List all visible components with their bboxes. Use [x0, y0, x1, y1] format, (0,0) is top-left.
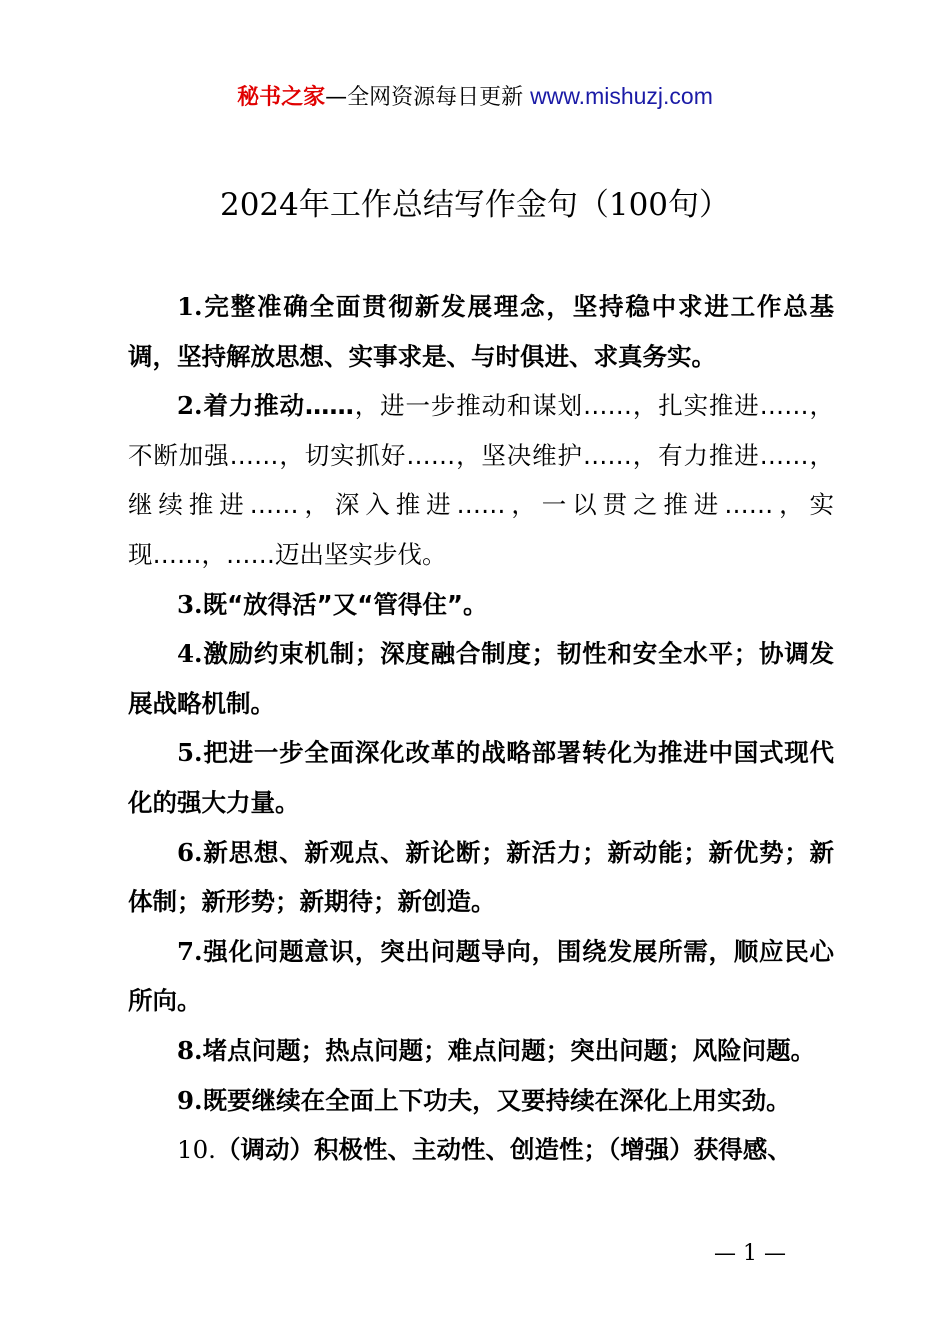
list-item: [128, 1026, 834, 1076]
site-url-link[interactable]: www.mishuzj.com: [530, 83, 713, 109]
list-item: [128, 927, 834, 1026]
item-text: 既“放得活”又“管得住”。: [202, 589, 488, 619]
list-item: [128, 1125, 834, 1175]
item-number: 8.: [177, 1035, 203, 1065]
item-text: 把进一步全面深化改革的战略部署转化为推进中国式现代化的强大力量。: [128, 738, 834, 817]
list-item: [128, 1076, 834, 1126]
item-lead: 着力推动……: [202, 391, 354, 421]
item-number: 3.: [177, 589, 203, 619]
document-body: [128, 282, 834, 1175]
item-number: 2.: [177, 391, 203, 421]
item-text: ，进一步推动和谋划……，扎实推进……，不断加强……，切实抓好……，坚决维护……，有力推进……，继续推进……，深入推进……，一以贯之推进……，实现……，……迈出坚实步伐。: [128, 391, 835, 569]
item-number: 10.: [177, 1135, 216, 1165]
page-number: — 1 —: [714, 1241, 786, 1266]
item-number: 9.: [177, 1085, 203, 1115]
site-header: [0, 80, 950, 114]
document-title: 2024年工作总结写作金句（100句）: [219, 187, 731, 223]
list-item: [128, 828, 834, 927]
item-text: （调动）积极性、主动性、创造性；（增强）获得感、: [215, 1135, 792, 1165]
item-number: 6.: [177, 837, 203, 867]
item-number: 4.: [177, 639, 203, 669]
item-text: 堵点问题；热点问题；难点问题；突出问题；风险问题。: [202, 1035, 816, 1065]
item-number: 1.: [177, 292, 203, 321]
item-text: 激励约束机制；深度融合制度；韧性和安全水平；协调发展战略机制。: [128, 639, 834, 718]
list-item: [128, 580, 834, 630]
item-number: 7.: [177, 936, 203, 966]
item-text: 完整准确全面贯彻新发展理念，坚持稳中求进工作总基调，坚持解放思想、实事求是、与时俱进、求真务实。: [128, 292, 834, 371]
item-text: 既要继续在全面上下功夫，又要持续在深化上用实劲。: [202, 1085, 791, 1115]
list-item: [128, 381, 834, 579]
header-tagline: —全网资源每日更新: [325, 85, 524, 110]
list-item: [128, 282, 834, 381]
list-item: [128, 728, 834, 827]
item-text: 新思想、新观点、新论断；新活力；新动能；新优势；新体制；新形势；新期待；新创造。: [128, 837, 834, 917]
brand-name: 秘书之家: [237, 85, 326, 110]
item-number: 5.: [177, 738, 203, 768]
list-item: [128, 629, 834, 728]
item-text: 强化问题意识，突出问题导向，围绕发展所需，顺应民心所向。: [128, 936, 834, 1016]
